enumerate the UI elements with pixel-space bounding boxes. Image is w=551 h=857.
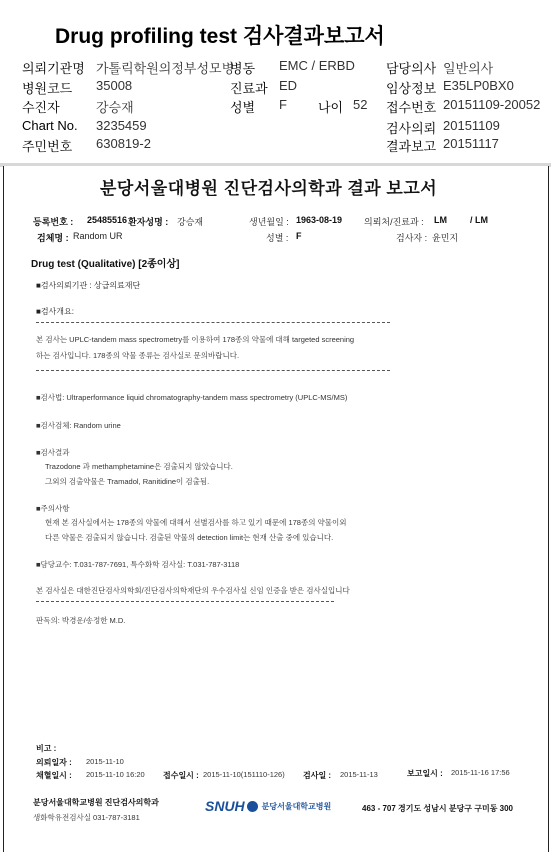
snuh-logo xyxy=(205,798,331,814)
sex-label: 성별 xyxy=(230,100,256,115)
chart-no-value: 3235459 xyxy=(96,118,147,133)
dob-label: 생년월일 : xyxy=(249,217,289,227)
logo-emblem-icon xyxy=(247,801,258,812)
report-date-label: 결과보고 xyxy=(386,139,437,154)
logo-subtitle: 분당서울대학교병원 xyxy=(261,801,332,811)
department-value: ED xyxy=(279,78,298,93)
request-date-line-label: 의뢰일자 : xyxy=(36,758,72,767)
specimen-label: 검체명 : xyxy=(37,233,69,243)
divider-line xyxy=(36,322,390,323)
test-date-value: 2015-11-13 xyxy=(340,770,378,779)
report-sex-value: F xyxy=(296,231,302,241)
ward-value: EMC / ERBD xyxy=(279,58,355,73)
collect-value: 2015-11-10 16:20 xyxy=(86,770,145,779)
notes-line-2: 다른 약물은 검출되지 않습니다. 검출된 약물의 detection limit는 현재 산출 중에 있습니다. xyxy=(45,533,334,542)
logo-text: SNUH xyxy=(205,798,245,814)
receive-value: 2015-11-10(151110-126) xyxy=(203,770,285,779)
physician-value: 일반의사 xyxy=(443,61,494,76)
report-sex-label: 성별 : xyxy=(266,233,289,243)
overview-line-1: 본 검사는 UPLC-tandem mass spectrometry를 이용하여 178종의 약물에 대해 targeted screening xyxy=(36,335,355,344)
specimen-value: Random UR xyxy=(73,231,123,241)
clinical-info-label: 임상정보 xyxy=(386,81,437,96)
resident-no-value: 630819-2 xyxy=(96,136,151,151)
collect-label: 채혈일시 : xyxy=(36,771,72,780)
result-line-1: Trazodone 과 methamphetamine은 검출되지 않았습니다. xyxy=(45,462,233,471)
request-date-line-value: 2015-11-10 xyxy=(86,757,124,766)
report-dept-a: LM xyxy=(434,215,447,225)
notes-line-1: 현재 본 검사실에서는 178종의 약물에 대해서 선별검사를 하고 있기 때문에 178종의 약물이외 xyxy=(45,518,347,527)
tester-value: 윤민지 xyxy=(432,233,459,243)
receive-label: 접수일시 : xyxy=(163,771,199,780)
requesting-institution-value: 가톨릭학원의정부성모병 xyxy=(96,61,235,76)
remarks-label: 비고 : xyxy=(36,744,57,753)
patient-label: 수진자 xyxy=(22,100,60,115)
divider-line xyxy=(36,601,334,602)
chart-no-label: Chart No. xyxy=(22,118,78,133)
receipt-no-label: 접수번호 xyxy=(386,100,437,115)
notes-heading: ■주의사항 xyxy=(36,504,70,513)
request-date-label: 검사의뢰 xyxy=(386,121,437,136)
report-time-value: 2015-11-16 17:56 xyxy=(451,768,510,777)
footer-address: 463 - 707 경기도 성남시 분당구 구미동 300 xyxy=(362,804,514,813)
requesting-institution-label: 의뢰기관명 xyxy=(22,61,85,76)
reg-no-value: 25485516 xyxy=(87,215,128,225)
reg-no-label: 등록번호 : xyxy=(33,217,74,227)
report-header-title: Drug profiling test 검사결과보고서 xyxy=(55,25,385,48)
certification-line: 본 검사실은 대한진단검사의학회/진단검사의학재단의 우수검사실 신임 인증을 받은 검사실입니다 xyxy=(36,586,350,595)
contact-line: ■담당교수: T.031-787-7691, 특수화학 검사실: T.031-787-3118 xyxy=(36,560,240,569)
divider-line xyxy=(36,370,390,371)
report-time-label: 보고일시 : xyxy=(407,769,443,778)
sex-value: F xyxy=(279,97,287,112)
specimen-line: ■검사검체: Random urine xyxy=(36,421,121,430)
footer-lab: 생화학유전검사실 031-787-3181 xyxy=(33,813,140,822)
report-title: 분당서울대병원 진단검사의학과 결과 보고서 xyxy=(100,179,438,198)
interpreter-line: 판독의: 박경운/송정한 M.D. xyxy=(36,616,126,625)
referral-institution: ■검사의뢰기관 : 상급의료재단 xyxy=(36,281,141,290)
report-patient-value: 강승재 xyxy=(177,217,204,227)
dob-value: 1963-08-19 xyxy=(296,215,343,225)
tester-label: 검사자 : xyxy=(396,233,428,243)
clinical-info-value: E35LP0BX0 xyxy=(443,78,514,93)
hospital-code-value: 35008 xyxy=(96,78,133,93)
report-dept-b: / LM xyxy=(470,215,488,225)
overview-heading: ■검사개요: xyxy=(36,307,74,316)
report-patient-label: 환자성명 : xyxy=(128,217,169,227)
age-label: 나이 xyxy=(318,100,344,115)
report-dept-label: 의뢰처/진료과 : xyxy=(364,217,424,227)
receipt-no-value: 20151109-20052 xyxy=(443,97,541,112)
hospital-code-label: 병원코드 xyxy=(22,81,73,96)
department-label: 진료과 xyxy=(230,81,268,96)
result-heading: ■검사결과 xyxy=(36,448,70,457)
method-line: ■검사법: Ultraperformance liquid chromatography-tandem mass spectrometry (UPLC-MS/MS) xyxy=(36,393,348,402)
request-date-value: 20151109 xyxy=(443,118,500,133)
footer-org: 분당서울대학교병원 진단검사의학과 xyxy=(33,798,159,807)
test-name: Drug test (Qualitative) [2종이상] xyxy=(31,259,180,270)
overview-line-2: 하는 검사입니다. 178종의 약물 종류는 검사실로 문의바랍니다. xyxy=(36,351,240,360)
test-date-label: 검사일 : xyxy=(303,771,332,780)
resident-no-label: 주민번호 xyxy=(22,139,73,154)
report-date-value: 20151117 xyxy=(443,136,499,151)
ward-label: 병동 xyxy=(230,61,256,76)
physician-label: 담당의사 xyxy=(386,61,437,76)
patient-value: 강승재 xyxy=(96,100,134,115)
result-line-2: 그외의 검출약물은 Tramadol, Ranitidine이 검출됨. xyxy=(45,477,210,486)
age-value: 52 xyxy=(353,97,368,112)
